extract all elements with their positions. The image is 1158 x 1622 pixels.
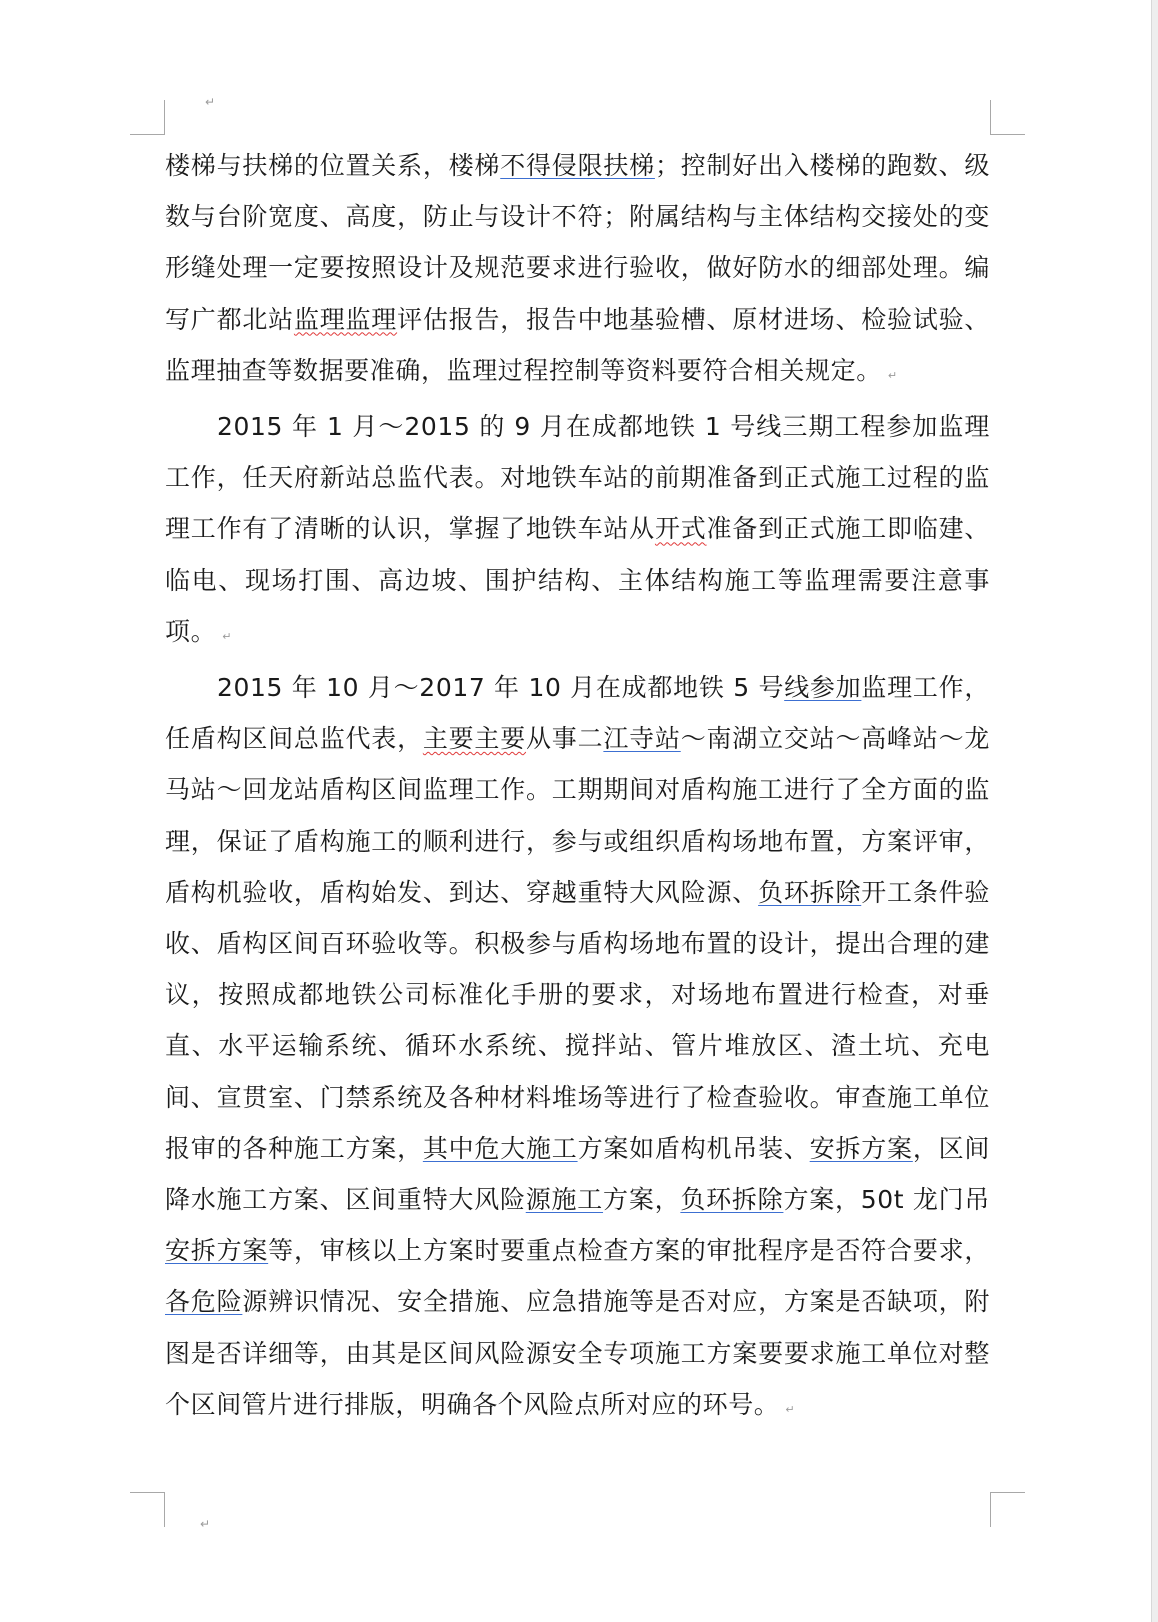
crop-mark-bottom-right bbox=[990, 1492, 1025, 1527]
paragraph-mark-icon: ↵ bbox=[785, 1402, 795, 1416]
grammar-underline-text: 负环拆除 bbox=[758, 877, 862, 907]
grammar-underline-text: 源施工 bbox=[525, 1185, 604, 1215]
crop-mark-bottom-left bbox=[130, 1492, 165, 1527]
text-run: 2015 年 10 月～2017 年 10 月在成都地铁 5 号 bbox=[217, 673, 785, 703]
paragraph bbox=[165, 401, 990, 662]
crop-mark-top-left bbox=[130, 100, 165, 135]
vertical-scrollbar[interactable] bbox=[1151, 0, 1158, 1622]
footer-paragraph-mark-icon: ↵ bbox=[200, 1517, 211, 1531]
text-run: 开工条件验收、盾构区间百环验收等。积极参与盾构场地布置的设计，提出合理的建议，按照成都地铁公司标准化手册的要求，对场地布置进行检查，对垂直、水平运输系统、循环水系统、搅拌站、管片堆放区、渣土坑、充电间、宣贯室、门禁系统及各种材料堆场等进行了检查验收。审查施工单位报审的各种施工方案， bbox=[165, 877, 990, 1163]
text-run: 等，审核以上方案时要重点检查方案的审批程序是否符合要求， bbox=[268, 1236, 990, 1266]
text-run: 准备到正式施工即临建、临电、现场打围、高边坡、围护结构、主体结构施工等监理需要注意事项。 bbox=[165, 514, 990, 646]
grammar-underline-text: 不得侵限扶梯 bbox=[500, 151, 655, 180]
grammar-underline-text: 负环拆除 bbox=[680, 1185, 784, 1215]
text-run: ～南湖立交站～高峰站～龙马站～回龙站盾构区间监理工作。工期期间对盾构施工进行了全方面的监理，保证了盾构施工的顺利进行，参与或组织盾构场地布置，方案评审，盾构机验收，盾构始发、到达、穿越重特大风险源、 bbox=[165, 724, 990, 907]
text-run: ，区间降水施工方案、区间重特大风险 bbox=[165, 1133, 990, 1215]
paragraph-mark-icon: ↵ bbox=[887, 368, 898, 382]
text-run: 从事二 bbox=[526, 724, 604, 754]
paragraph-mark-icon: ↵ bbox=[222, 629, 232, 643]
text-run: ；控制好出入楼梯的跑数、级数与台阶宽度、高度，防止与设计不符；附属结构与主体结构交接处的变形缝处理一定要按照设计及规范要求进行验收，做好防水的细部处理。编写广都北站 bbox=[165, 151, 990, 334]
text-run: 方案，50t 龙门吊 bbox=[783, 1185, 990, 1215]
text-run: 方案如盾构机吊装、 bbox=[577, 1133, 810, 1163]
crop-mark-top-right bbox=[990, 100, 1025, 135]
spelling-underline-text: 开式 bbox=[654, 514, 707, 544]
grammar-underline-text: 安拆方案 bbox=[165, 1236, 269, 1266]
header-paragraph-mark-icon: ↵ bbox=[205, 95, 216, 109]
spelling-underline-text: 主要主要 bbox=[422, 724, 527, 754]
text-run: 方案， bbox=[603, 1185, 681, 1215]
grammar-underline-text: 其中危大施工 bbox=[422, 1133, 578, 1163]
grammar-underline-text: 线参加 bbox=[784, 673, 862, 703]
grammar-underline-text: 各危险 bbox=[165, 1287, 243, 1317]
text-run: 楼梯与扶梯的位置关系，楼梯 bbox=[165, 151, 501, 180]
paragraph bbox=[165, 662, 990, 1435]
text-run: 监理工作，任盾构区间总监代表， bbox=[165, 673, 990, 754]
text-run: 评估报告，报告中地基验槽、原材进场、检验试验、监理抽查等数据要准确，监理过程控制等资料要符合相关规定。 bbox=[165, 304, 990, 385]
text-run: 2015 年 1 月～2015 的 9 月在成都地铁 1 号线三期工程参加监理工作，任天府新站总监代表。对地铁车站的前期准备到正式施工过程的监理工作有了清晰的认识，掌握了地铁车站从 bbox=[165, 412, 990, 544]
document-body[interactable] bbox=[165, 140, 990, 1435]
paragraph bbox=[165, 140, 990, 401]
spelling-underline-text: 监理监理 bbox=[293, 304, 398, 334]
grammar-underline-text: 安拆方案 bbox=[809, 1133, 913, 1163]
grammar-underline-text: 江寺站 bbox=[603, 724, 681, 754]
text-run: 源辨识情况、安全措施、应急措施等是否对应，方案是否缺项，附图是否详细等，由其是区间风险源安全专项施工方案要要求施工单位对整个区间管片进行排版，明确各个风险点所对应的环号。 bbox=[165, 1287, 990, 1419]
